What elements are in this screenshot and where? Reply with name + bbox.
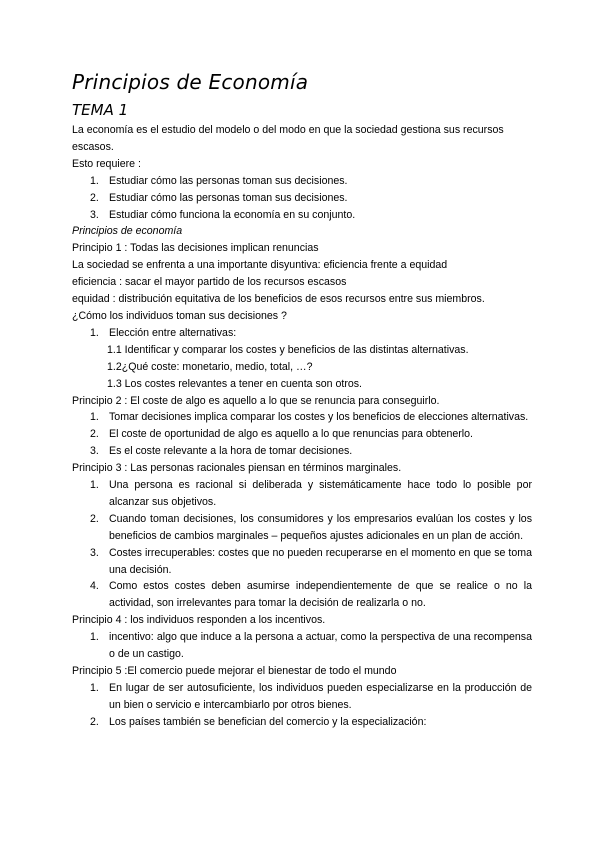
list-item: 3. Es el coste relevante a la hora de tomar decisiones.: [90, 445, 353, 458]
list-item: 2. Estudiar cómo las personas toman sus decisiones.: [90, 191, 348, 204]
principle-5-list: [72, 680, 532, 731]
list-item: 2. Cuando toman decisiones, los consumidores y los empresarios evalúan los costes y los beneficios de cambios marginales – pequeños ajustes adicionales en un plan de acción.: [90, 512, 532, 542]
document-page: [72, 70, 532, 731]
requires-list: [72, 173, 532, 224]
requires-text: Esto requiere :: [72, 157, 141, 170]
sub-item: 1.3 Los costes relevantes a tener en cuenta son otros.: [107, 377, 362, 390]
intro-paragraph: La economía es el estudio del modelo o del modo en que la sociedad gestiona sus recursos escasos.: [72, 124, 504, 153]
principle-5-title: Principio 5 :El comercio puede mejorar el bienestar de todo el mundo: [72, 665, 397, 677]
list-item: 1. Elección entre alternativas:: [90, 326, 237, 339]
document-subtitle: TEMA 1: [72, 101, 129, 119]
document-title: Principios de Economía: [72, 70, 309, 94]
principle-2-list: [72, 409, 532, 460]
principle-2-title: Principio 2 : El coste de algo es aquello a lo que se renuncia para conseguirlo.: [72, 394, 440, 407]
text-line: La sociedad se enfrenta a una importante disyuntiva: eficiencia frente a equidad: [72, 259, 448, 272]
text-line: ¿Cómo los individuos toman sus decisiones ?: [72, 309, 287, 322]
principle-1-title: Principio 1 : Todas las decisiones implican renuncias: [72, 242, 319, 255]
list-item: 2. El coste de oportunidad de algo es aquello a lo que renuncias para obtenerlo.: [90, 428, 473, 441]
text-line: eficiencia : sacar el mayor partido de los recursos escasos: [72, 276, 347, 289]
list-item: 4. Como estos costes deben asumirse independientemente de que se realice o no la actividad, son irrelevantes para tomar la decisión de realizarla o no.: [90, 580, 532, 610]
sub-item: 1.1 Identificar y comparar los costes y beneficios de las distintas alternativas.: [107, 343, 469, 356]
list-item: 1. incentivo: algo que induce a la persona a actuar, como la perspectiva de una recompensa o de un castigo.: [90, 631, 532, 661]
principle-4-title: Principio 4 : los individuos responden a los incentivos.: [72, 614, 326, 627]
text-line: equidad : distribución equitativa de los beneficios de esos recursos entre sus miembros.: [72, 293, 485, 306]
list-item: 3. Estudiar cómo funciona la economía en su conjunto.: [90, 208, 356, 221]
list-item: 1. Tomar decisiones implica comparar los costes y los beneficios de elecciones alternativas.: [90, 411, 529, 424]
list-item: 3. Costes irrecuperables: costes que no pueden recuperarse en el momento en que se toma una decisión.: [90, 546, 532, 576]
sub-item: 1.2¿Qué coste: monetario, medio, total, …?: [107, 360, 313, 373]
principle-3-title: Principio 3 : Las personas racionales piensan en términos marginales.: [72, 462, 402, 475]
list-item: 2. Los países también se benefician del comercio y la especialización:: [90, 715, 427, 728]
principle-4-list: [72, 629, 532, 663]
list-item: 1. En lugar de ser autosuficiente, los individuos pueden especializarse en la producción de un bien o servicio e intercambiarlo por otros bienes.: [90, 681, 532, 711]
section-heading: Principios de economía: [72, 225, 183, 238]
principle-1-list: [72, 325, 532, 342]
list-item: 1. Estudiar cómo las personas toman sus decisiones.: [90, 174, 348, 187]
principle-3-list: [72, 477, 532, 612]
list-item: 1. Una persona es racional si deliberada y sistemáticamente hace todo lo posible por alcanzar sus objetivos.: [90, 479, 532, 508]
